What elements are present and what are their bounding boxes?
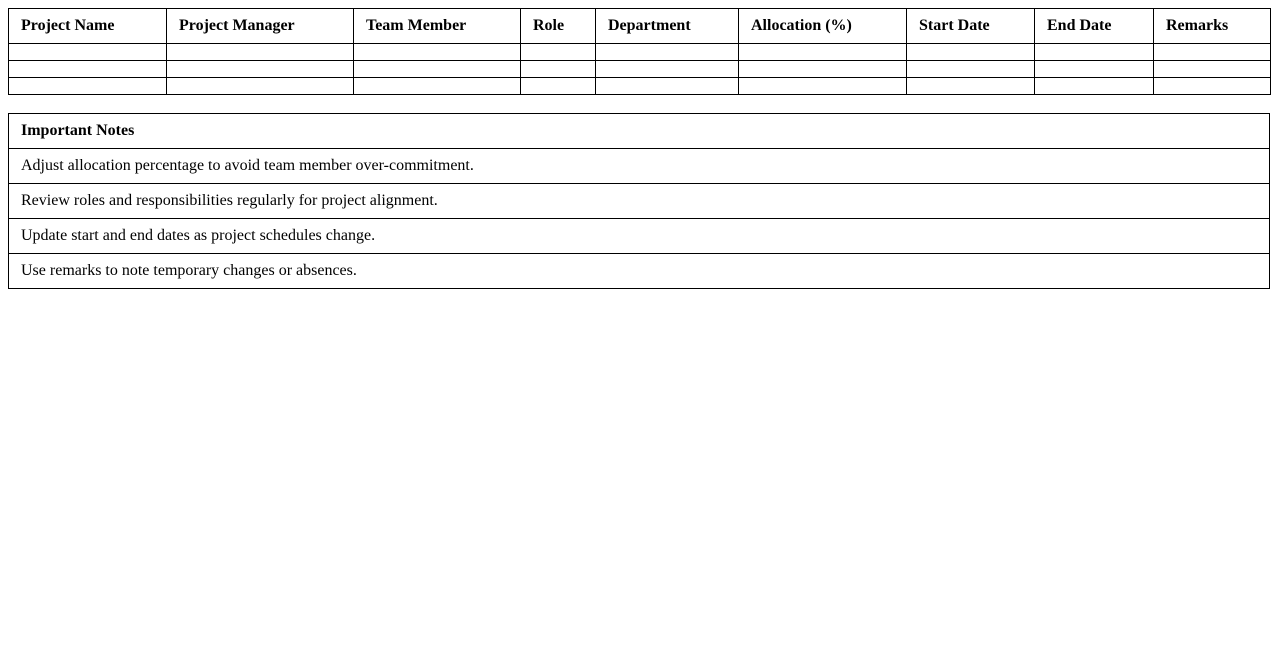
table-row xyxy=(9,61,1271,78)
column-header-project-manager: Project Manager xyxy=(167,9,354,44)
table-cell[interactable] xyxy=(167,44,354,61)
note-row xyxy=(9,219,1270,254)
table-cell[interactable] xyxy=(9,61,167,78)
table-cell[interactable] xyxy=(1154,61,1271,78)
resource-allocation-table xyxy=(8,8,1271,95)
table-cell[interactable] xyxy=(739,78,907,95)
table-cell[interactable] xyxy=(907,61,1035,78)
table-cell[interactable] xyxy=(167,61,354,78)
note-row xyxy=(9,149,1270,184)
table-cell[interactable] xyxy=(9,44,167,61)
table-cell[interactable] xyxy=(167,78,354,95)
table-cell[interactable] xyxy=(739,44,907,61)
column-header-team-member: Team Member xyxy=(354,9,521,44)
column-header-start-date: Start Date xyxy=(907,9,1035,44)
notes-title: Important Notes xyxy=(9,114,1270,149)
table-header-row xyxy=(9,9,1271,44)
important-notes-table xyxy=(8,113,1270,289)
table-cell[interactable] xyxy=(521,61,596,78)
table-cell[interactable] xyxy=(1154,78,1271,95)
table-cell[interactable] xyxy=(521,78,596,95)
table-cell[interactable] xyxy=(354,78,521,95)
notes-header-row xyxy=(9,114,1270,149)
note-item: Use remarks to note temporary changes or absences. xyxy=(9,254,1270,289)
table-cell[interactable] xyxy=(1035,61,1154,78)
column-header-role: Role xyxy=(521,9,596,44)
column-header-remarks: Remarks xyxy=(1154,9,1271,44)
table-cell[interactable] xyxy=(354,61,521,78)
note-item: Review roles and responsibilities regularly for project alignment. xyxy=(9,184,1270,219)
note-row xyxy=(9,184,1270,219)
table-cell[interactable] xyxy=(1035,78,1154,95)
column-header-department: Department xyxy=(596,9,739,44)
table-cell[interactable] xyxy=(596,78,739,95)
column-header-allocation: Allocation (%) xyxy=(739,9,907,44)
table-cell[interactable] xyxy=(596,61,739,78)
note-item: Update start and end dates as project schedules change. xyxy=(9,219,1270,254)
note-row xyxy=(9,254,1270,289)
table-cell[interactable] xyxy=(596,44,739,61)
table-row xyxy=(9,78,1271,95)
note-item: Adjust allocation percentage to avoid team member over-commitment. xyxy=(9,149,1270,184)
table-cell[interactable] xyxy=(1035,44,1154,61)
table-cell[interactable] xyxy=(1154,44,1271,61)
table-row xyxy=(9,44,1271,61)
table-cell[interactable] xyxy=(354,44,521,61)
table-cell[interactable] xyxy=(907,44,1035,61)
table-cell[interactable] xyxy=(9,78,167,95)
table-cell[interactable] xyxy=(739,61,907,78)
column-header-end-date: End Date xyxy=(1035,9,1154,44)
table-cell[interactable] xyxy=(907,78,1035,95)
column-header-project-name: Project Name xyxy=(9,9,167,44)
table-cell[interactable] xyxy=(521,44,596,61)
